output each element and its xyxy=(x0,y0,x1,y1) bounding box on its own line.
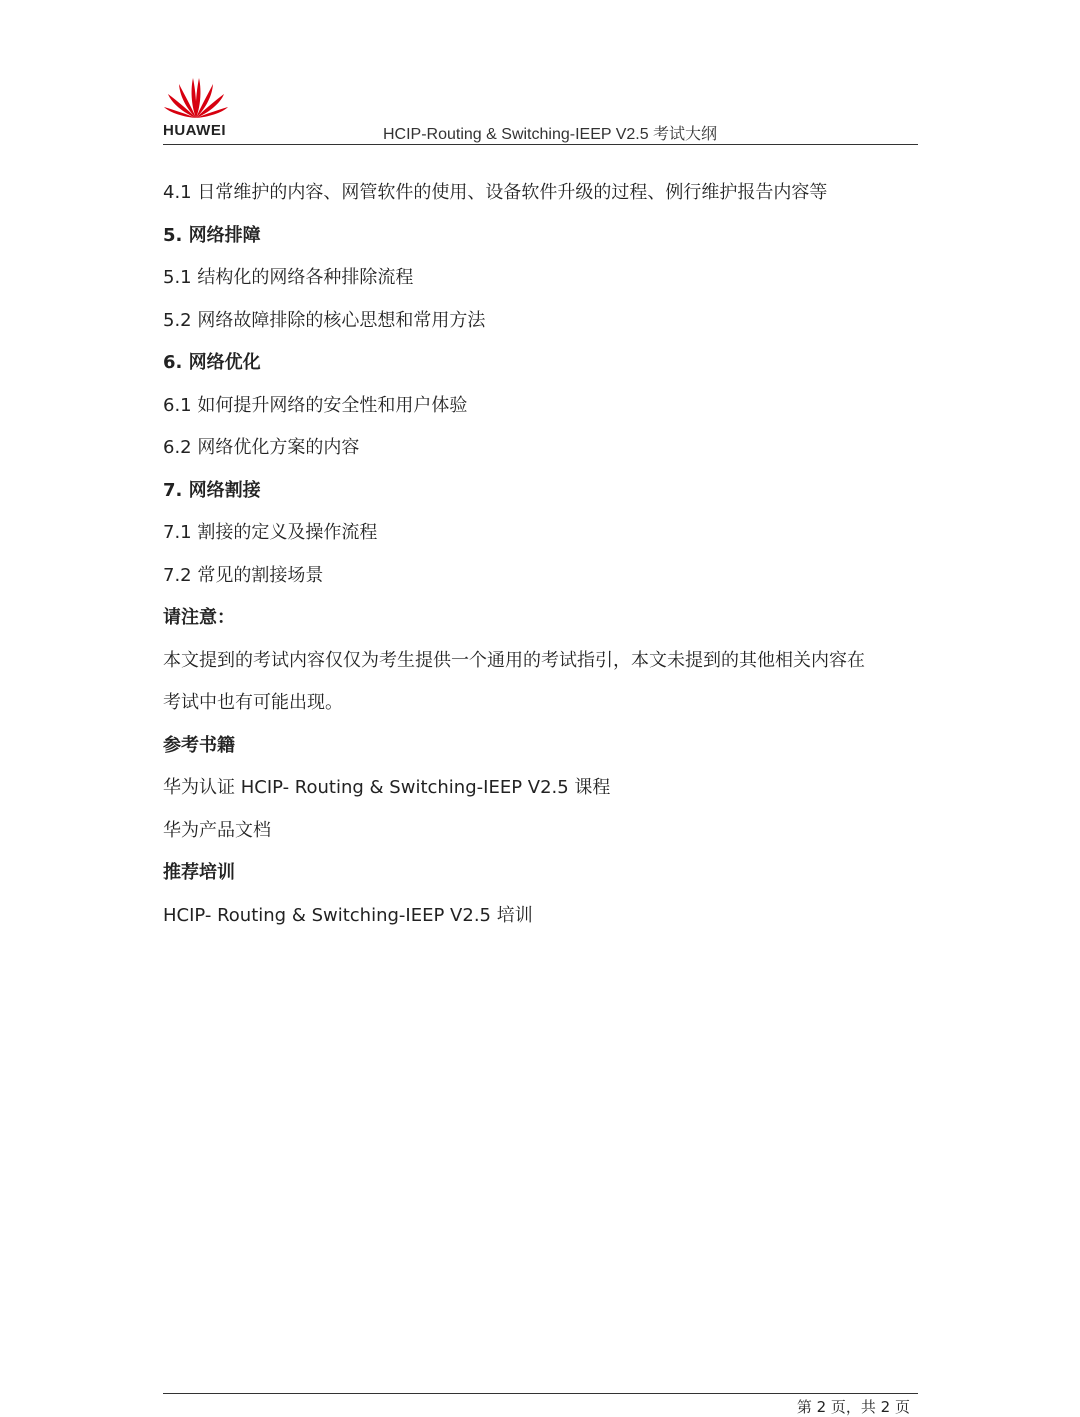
body-text-line: 华为产品文档 xyxy=(163,819,271,841)
body-text-line: 6.2 网络优化方案的内容 xyxy=(163,437,360,458)
section-heading: 7. 网络割接 xyxy=(163,479,261,501)
header-title: HCIP-Routing & Switching-IEEP V2.5 考试大纲 xyxy=(383,126,718,143)
page-header xyxy=(163,70,918,145)
body-text-line: 华为认证 HCIP- Routing & Switching-IEEP V2.5 课程 xyxy=(163,777,611,798)
body-text-line: 7.1 割接的定义及操作流程 xyxy=(163,522,378,543)
section-heading: 推荐培训 xyxy=(163,862,235,883)
section-heading: 5. 网络排障 xyxy=(163,224,261,246)
document-body xyxy=(163,172,923,937)
body-text-line: 5.2 网络故障排除的核心思想和常用方法 xyxy=(163,309,486,331)
body-text-line: 7.2 常见的割接场景 xyxy=(163,564,324,586)
page-number: 第 2 页，共 2 页 xyxy=(796,1398,910,1416)
body-text-line: 本文提到的考试内容仅仅为考生提供一个通用的考试指引，本文未提到的其他相关内容在 xyxy=(163,649,865,671)
body-text-line: 6.1 如何提升网络的安全性和用户体验 xyxy=(163,394,468,416)
body-text-line: HCIP- Routing & Switching-IEEP V2.5 培训 xyxy=(163,904,533,926)
logo-wordmark: HUAWEI xyxy=(163,122,226,139)
section-heading: 参考书籍 xyxy=(163,734,235,756)
body-text-line: 4.1 日常维护的内容、网管软件的使用、设备软件升级的过程、例行维护报告内容等 xyxy=(163,182,828,203)
body-text-line: 考试中也有可能出现。 xyxy=(163,692,343,713)
section-heading: 6. 网络优化 xyxy=(163,352,261,373)
body-text-line: 5.1 结构化的网络各种排除流程 xyxy=(163,267,414,288)
section-heading: 请注意： xyxy=(163,607,235,628)
page-footer xyxy=(163,1393,918,1416)
